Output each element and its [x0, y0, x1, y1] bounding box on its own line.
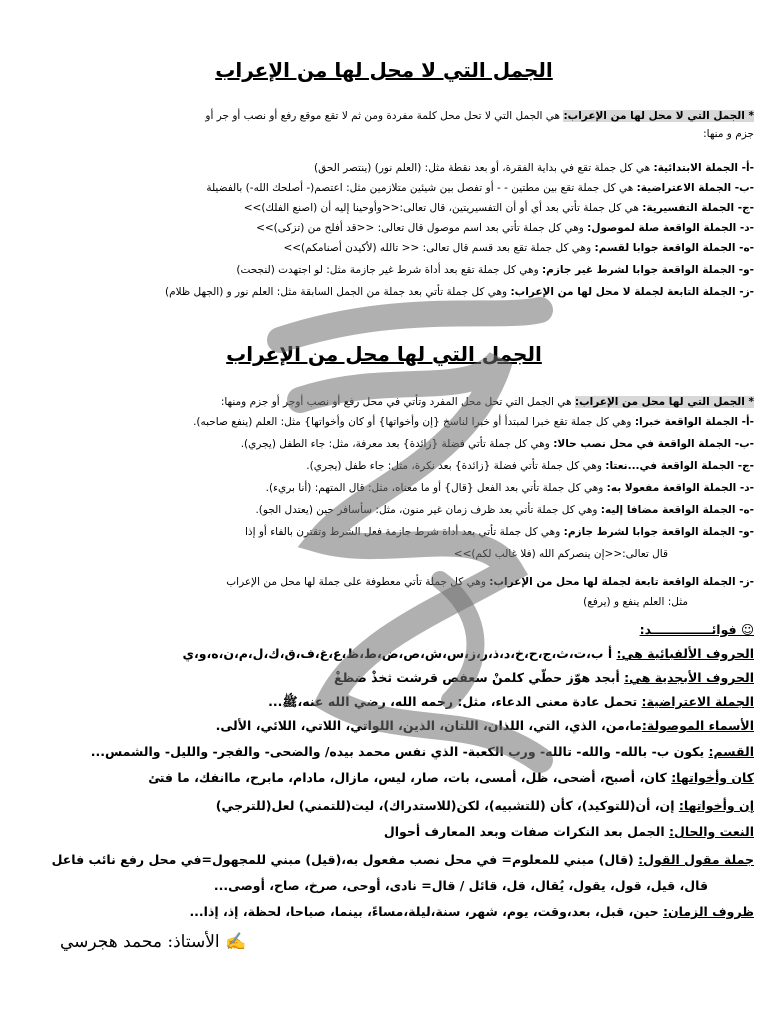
- section-title-no-position: [0, 58, 768, 82]
- item-label: -ه- الجملة الواقعة جوابا لقسم:: [594, 242, 754, 254]
- item-label: -أ- الجملة الابتدائية:: [653, 162, 754, 174]
- note-line: [14, 768, 754, 788]
- note-line: [14, 716, 754, 736]
- definition-label: * الجمل التي لا محل لها من الإعراب:: [563, 110, 754, 122]
- note-text: ما،من، الذي، التي، اللذان، اللتان، الذين، اللواتي، اللاتي، اللائي، الألى.: [215, 718, 642, 733]
- item-text: وهي كل جملة تأتي معطوفة على جملة لها محل من الإعراب: [226, 576, 490, 588]
- list-item: [14, 220, 754, 236]
- definition-text: هي الجمل التي تحل محل المفرد وتأتي في محل رفع أو نصب أوجر أو جزم ومنها:: [220, 396, 575, 408]
- note-label: إن وأخواتها:: [678, 798, 754, 813]
- fawaid-heading: [14, 620, 754, 640]
- list-item: [14, 262, 754, 278]
- item-text: وهي كل جملة تأتي بعد الفعل {قال} أو ما معناه، مثل: قال المتهم: (أنا بريء).: [265, 482, 607, 494]
- item-text: وهي كل جملة تأتي بعد اسم موصول قال تعالى: <<قد أفلح من (تزكى)>>: [256, 222, 588, 234]
- item-text: وهي كل جملة تقع بعد أداة شرط غير جازمة مثل: لو اجتهدت (لنجحت): [236, 264, 542, 276]
- teacher-signature: ✍ الأستاذ: محمد هجرسي: [60, 932, 247, 952]
- item-text: وهي كل جملة تأتي بعد ظرف زمان غير منون، مثل: سأسافر حين (يعتدل الجو).: [255, 504, 601, 516]
- section-title-with-position: [0, 342, 768, 366]
- item-label: -ب- الجملة الواقعة في محل نصب حالا:: [553, 438, 754, 450]
- note-line: [14, 644, 754, 664]
- item-label: -ج- الجملة الواقعة في...نعتا:: [605, 460, 754, 472]
- item-text: وهي كل جملة تقع خبرا لمبتدأ أو خبرا لناسخ {إن وأخواتها} أو كان وأخواتها} مثل: العلم (ينفع صاحبه).: [193, 416, 635, 428]
- note-text: كان، أصبح، أضحى، ظل، أمسى، بات، صار، ليس، مازال، مادام، مابرح، ماانفك، ما فتئ: [148, 770, 672, 785]
- list-item: [14, 480, 754, 496]
- item-label: -ه- الجملة الواقعة مضافا إليه:: [600, 504, 754, 516]
- list-item-cont: قال تعالى:<<إن ينصركم الله (فلا غالب لكم)>>: [453, 548, 668, 560]
- item-label: -و- الجملة الواقعة جوابا لشرط غير جازم:: [541, 264, 754, 276]
- item-label: -ز- الجملة الواقعة تابعة لجملة لها محل من الإعراب:: [489, 576, 754, 588]
- title-text: الجمل التي لها محل من الإعراب: [226, 342, 542, 366]
- item-text: وهي كل جملة تقع بعد قسم قال تعالى: << تالله (لأكيدن أصنامكم)>>: [283, 242, 595, 254]
- note-label: ظروف الزمان:: [662, 904, 754, 919]
- list-item: [14, 436, 754, 452]
- item-label: -أ- الجملة الواقعة خبرا:: [634, 416, 754, 428]
- note-line: [14, 742, 754, 762]
- note-line: [14, 850, 754, 870]
- note-label: النعت والحال:: [668, 824, 754, 839]
- definition-2: [14, 394, 754, 410]
- note-text: (قال) مبني للمعلوم= في محل نصب مفعول به،(قيل) مبني للمجهول=في محل رفع نائب فاعل: [51, 852, 639, 867]
- list-item: [14, 200, 754, 216]
- list-item: [14, 458, 754, 474]
- note-label: الحروف الأبجدية هي:: [624, 670, 754, 685]
- note-line-cont: [14, 876, 708, 896]
- note-label: كان وأخواتها:: [671, 770, 754, 785]
- note-text: يكون ب- بالله- والله- تالله- ورب الكعبة- الذي نفس محمد بيده/ والضحى- والفجر- والليل- والشمس...: [90, 744, 709, 759]
- item-text: وهي كل جملة تأتي فضلة {زائدة} بعد نكرة، مثل: جاء طفل (يجري).: [306, 460, 606, 472]
- item-text: وهي كل جملة تأتي فضلة {زائدة} بعد معرفة، مثل: جاء الطفل (يجري).: [240, 438, 554, 450]
- note-text: تحمل عادة معنى الدعاء، مثل: رحمه الله، رضي الله عنه،ﷺ...: [268, 694, 642, 709]
- item-text: هي كل جملة تأتي بعد أي أو أن التفسيريتين، قال تعالى:<<وأوحينا إليه أن (اصنع الفلك)>>: [243, 202, 643, 214]
- note-label: جملة مقول القول:: [638, 852, 754, 867]
- note-text: الجمل بعد النكرات صفات وبعد المعارف أحوال: [383, 824, 669, 839]
- note-line: [14, 822, 754, 842]
- list-item: [14, 240, 754, 256]
- definition-label: * الجمل التي لها محل من الإعراب:: [574, 396, 754, 408]
- definition-text: هي الجمل التي لا تحل محل كلمة مفردة ومن ثم لا تقع موقع رفع أو نصب أو جر أو: [205, 110, 564, 122]
- item-label: -ج- الجملة التفسيرية:: [642, 202, 754, 214]
- item-label: -د- الجملة الواقعة مفعولا به:: [606, 482, 754, 494]
- item-label: -ز- الجملة التابعة لجملة لا محل لها من الإعراب:: [510, 286, 754, 298]
- item-text: هي كل جملة تقع في بداية الفقرة، أو بعد نقطة مثل: (العلم نور) (ينتصر الحق): [314, 162, 654, 174]
- item-label: -و- الجملة الواقعة جوابا لشرط جازم:: [563, 526, 754, 538]
- note-line: [14, 692, 754, 712]
- note-line: [14, 902, 754, 922]
- list-item-cont: مثل: العلم ينفع و (يرفع): [583, 596, 688, 608]
- item-text: هي كل جملة تقع بين مطتين - - أو تفصل بين شيئين متلازمين مثل: اعتصم(- أصلحك الله-) بالفضيلة: [206, 182, 637, 194]
- note-line: [14, 796, 754, 816]
- note-text: حين، قبل، بعد،وقت، يوم، شهر، سنة،ليلة،مساءً، بينما، صباحا، لحظة، إذ، إذا...: [189, 904, 663, 919]
- list-item: [14, 502, 754, 518]
- list-item: [14, 414, 754, 430]
- item-label: -ب- الجملة الاعتراضية:: [636, 182, 754, 194]
- note-text: أبجد هوّز حطّي كلمنْ سعفص قرشت ثخذْ ضظغْ: [333, 670, 625, 685]
- note-text: أ ب،ت،ث،ج،ح،خ،د،ذ،ر،ز،س،ش،ص،ض،ط،ظ،ع،غ،ف،ق،ك،ل،م،ن،ه،و،ي: [182, 646, 617, 661]
- note-label: الأسماء الموصولة:: [641, 718, 754, 733]
- note-label: الحروف الألفبائية هي:: [616, 646, 754, 661]
- title-text: الجمل التي لا محل لها من الإعراب: [215, 58, 553, 82]
- item-text: وهي كل جملة تأتي بعد جملة من الجمل السابقة مثل: العلم نور و (الجهل ظلام): [164, 286, 511, 298]
- definition-1-cont: جزم و منها:: [703, 128, 754, 140]
- item-label: -د- الجملة الواقعة صلة لموصول:: [587, 222, 754, 234]
- note-label: الجملة الاعتراضية:: [641, 694, 754, 709]
- note-label: القسم:: [708, 744, 754, 759]
- fawaid-label: ☺ فوائــــــــــــــد:: [639, 622, 754, 637]
- note-text: قال، قيل، قول، يقول، يُقال، قل، قائل / قال= نادى، أوحى، صرخ، صاح، أوصى...: [213, 878, 708, 893]
- item-text: وهي كل جملة تأتي بعد أداة شرط جازمة فعل الشرط وتقترن بالفاء أو إذا: [245, 526, 564, 538]
- list-item: [14, 574, 754, 590]
- list-item: [14, 524, 754, 540]
- list-item: [14, 284, 754, 300]
- definition-1: [14, 108, 754, 124]
- list-item: [14, 180, 754, 196]
- note-line: [14, 668, 754, 688]
- note-text: إن، أن(للتوكيد)، كأن (للتشبيه)، لكن(للاستدراك)، ليت(للتمني) لعل(للترجي): [215, 798, 679, 813]
- list-item: [14, 160, 754, 176]
